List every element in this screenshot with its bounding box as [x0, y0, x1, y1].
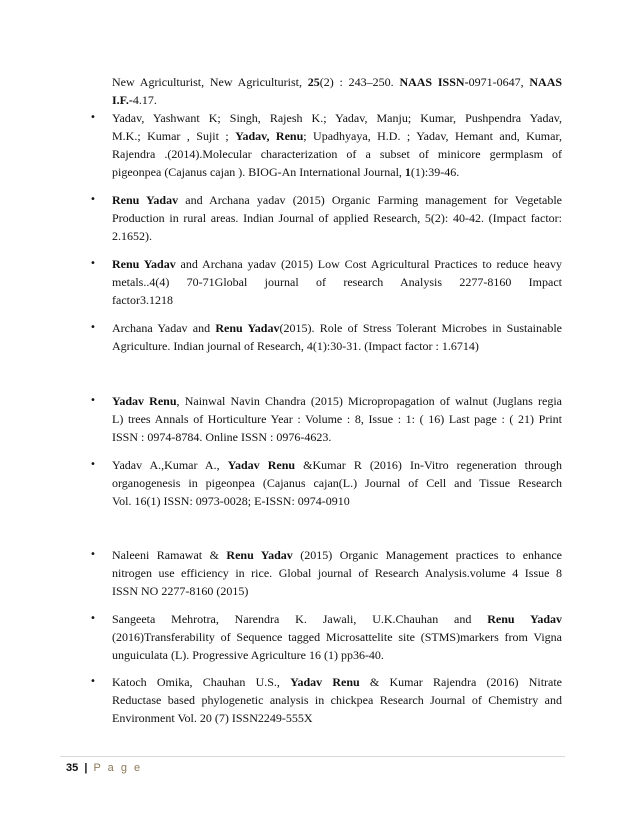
author-highlight: Renu Yadav [112, 193, 179, 207]
bullet-icon: • [90, 194, 96, 205]
reference-line [112, 628, 562, 646]
reference-text: & Kumar Rajendra (2016) Nitrate [359, 675, 563, 689]
reference-text: Rajendra .(2014).Molecular characterization of a subset of minicore germplasm of [112, 147, 562, 161]
reference-line [112, 319, 562, 337]
reference-line [112, 582, 562, 600]
reference-text: nitrogen use efficiency in rice. Global journal of Research Analysis.volume 4 Issue 8 [112, 566, 562, 580]
reference-entry [112, 319, 562, 355]
bullet-icon: • [90, 459, 96, 470]
reference-text: Archana Yadav and [112, 321, 216, 335]
reference-text: Sangeeta Mehrotra, Narendra K. Jawali, U.K.Chauhan and [112, 612, 488, 626]
reference-text: &Kumar R (2016) In-Vitro regeneration through [295, 458, 562, 472]
reference-entry [112, 191, 562, 245]
reference-line [112, 428, 562, 446]
reference-line [112, 646, 562, 664]
reference-line [112, 564, 562, 582]
reference-text: Yadav, Yashwant K; Singh, Rajesh K.; Yadav, Manju; Kumar, Pushpendra Yadav, [112, 111, 562, 125]
reference-text: New Agriculturist, New Agriculturist, [112, 75, 308, 89]
author-highlight: Yadav, Renu [235, 129, 304, 143]
reference-text: ISSN NO 2277-8160 (2015) [112, 584, 249, 598]
reference-line [112, 109, 562, 127]
reference-line [112, 673, 562, 691]
footer-separator: | [84, 762, 88, 774]
reference-entry [112, 610, 562, 664]
bullet-icon: • [90, 322, 96, 333]
author-highlight: Renu Yadav [215, 321, 280, 335]
author-highlight: 1 [404, 165, 411, 179]
reference-line [112, 456, 562, 474]
page-number: 35 [66, 762, 79, 774]
author-highlight: Renu Yadav [226, 548, 293, 562]
reference-text: (2015). Role of Stress Tolerant Microbes in Sustainable [279, 321, 562, 335]
reference-text: (2015) Organic Management practices to enhance [292, 548, 563, 562]
reference-text: and Archana yadav (2015) Organic Farming management for Vegetable [178, 193, 563, 207]
page-footer [66, 762, 142, 774]
reference-entry [112, 456, 562, 510]
reference-text: (1):39-46. [410, 165, 460, 179]
reference-line [112, 610, 562, 628]
reference-line [112, 546, 562, 564]
author-highlight: 25 [307, 75, 320, 89]
reference-line [112, 191, 562, 209]
reference-text: , Nainwal Navin Chandra (2015) Micropropagation of walnut (Juglans regia [176, 394, 562, 408]
reference-entry [112, 546, 562, 600]
bullet-icon: • [90, 258, 96, 269]
bullet-icon: • [90, 676, 96, 687]
reference-text: Naleeni Ramawat & [112, 548, 227, 562]
author-highlight: Yadav Renu [290, 675, 360, 689]
bullet-icon: • [90, 549, 96, 560]
reference-line [112, 291, 562, 309]
reference-text: (2016)Transferability of Sequence tagged Microsattelite site (STMS)markers from Vigna [112, 630, 562, 644]
reference-line [112, 163, 562, 181]
author-highlight: Renu Yadav [487, 612, 563, 626]
reference-line [112, 227, 562, 245]
author-highlight: NAAS [529, 75, 563, 89]
reference-entry [112, 392, 562, 446]
author-highlight: I.F.- [112, 93, 133, 107]
reference-text: ; Upadhyaya, H.D. ; Yadav, Hemant and, Kumar, [303, 129, 562, 143]
reference-line [112, 273, 562, 291]
reference-entry [112, 73, 562, 109]
reference-text: unguiculata (L). Progressive Agriculture 16 (1) pp36-40. [112, 648, 384, 662]
reference-entry [112, 673, 562, 727]
reference-text: organogenesis in pigeonpea (Cajanus cajan(L.) Journal of Cell and Tissue Research [112, 476, 562, 490]
reference-text: and Archana yadav (2015) Low Cost Agricultural Practices to reduce heavy [175, 257, 562, 271]
reference-entry [112, 109, 562, 181]
reference-text: Vol. 16(1) ISSN: 0973-0028; E-ISSN: 0974-0910 [112, 494, 350, 508]
author-highlight: Renu Yadav [112, 257, 176, 271]
reference-text: (2) : 243–250. [319, 75, 400, 89]
reference-text: Yadav A.,Kumar A., [112, 458, 228, 472]
author-highlight: Yadav Renu [112, 394, 177, 408]
reference-text: factor3.1218 [112, 293, 173, 307]
reference-text: Katoch Omika, Chauhan U.S., [112, 675, 291, 689]
author-highlight: NAAS ISSN- [399, 75, 469, 89]
footer-divider [60, 756, 565, 757]
reference-line [112, 709, 562, 727]
reference-line [112, 410, 562, 428]
author-highlight: Yadav Renu [227, 458, 296, 472]
reference-line [112, 492, 562, 510]
reference-line [112, 209, 562, 227]
reference-entry [112, 255, 562, 309]
reference-text: pigeonpea (Cajanus cajan ). BIOG-An International Journal, [112, 165, 405, 179]
reference-line [112, 73, 562, 91]
reference-line [112, 474, 562, 492]
reference-text: 2.1652). [112, 229, 152, 243]
reference-line [112, 145, 562, 163]
reference-line [112, 337, 562, 355]
reference-line [112, 127, 562, 145]
reference-text: 4.17. [132, 93, 157, 107]
reference-text: 0971-0647, [468, 75, 530, 89]
reference-text: Production in rural areas. Indian Journal of applied Research, 5(2): 40-42. (Impact factor: [112, 211, 562, 225]
reference-text: Environment Vol. 20 (7) ISSN2249-555X [112, 711, 313, 725]
reference-text: Agriculture. Indian journal of Research, 4(1):30-31. (Impact factor : 1.6714) [112, 339, 479, 353]
page-label: P a g e [93, 762, 143, 774]
reference-text: Reductase based phylogenetic analysis in chickpea Research Journal of Chemistry and [112, 693, 562, 707]
bullet-icon: • [90, 395, 96, 406]
reference-line [112, 691, 562, 709]
bullet-icon: • [90, 112, 96, 123]
reference-text: L) trees Annals of Horticulture Year : Volume : 8, Issue : 1: ( 16) Last page : ( 21) Print [112, 412, 562, 426]
reference-text: M.K.; Kumar , Sujit ; [112, 129, 236, 143]
reference-line [112, 255, 562, 273]
reference-text: metals..4(4) 70-71Global journal of research Analysis 2277-8160 Impact [112, 275, 562, 289]
bullet-icon: • [90, 613, 96, 624]
reference-line [112, 91, 562, 109]
reference-text: ISSN : 0974-8784. Online ISSN : 0976-4623. [112, 430, 332, 444]
reference-line [112, 392, 562, 410]
